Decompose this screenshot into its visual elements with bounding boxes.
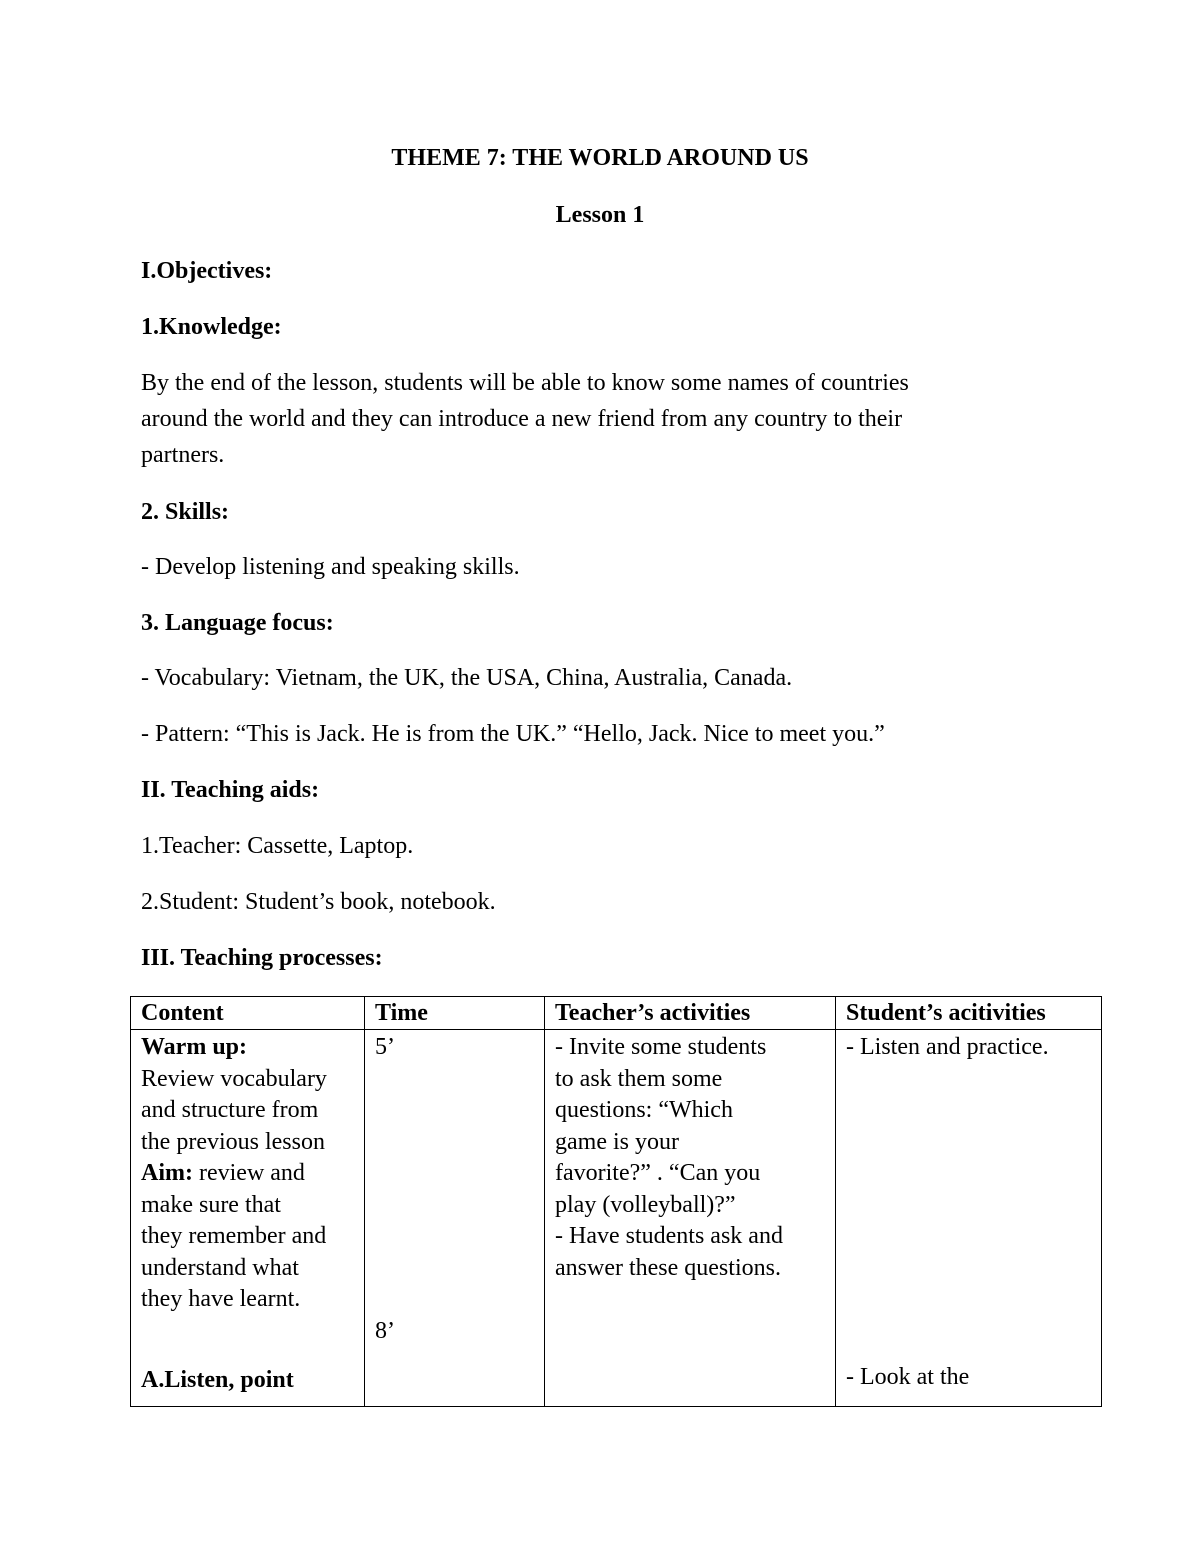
- language-focus-heading: 3. Language focus:: [141, 610, 334, 636]
- table-row: [131, 1030, 1102, 1407]
- objectives-heading: I.Objectives:: [141, 258, 273, 284]
- student-line: - Look at the: [846, 1363, 970, 1390]
- teacher-line: answer these questions.: [555, 1254, 781, 1281]
- table-header-row: [131, 997, 1102, 1030]
- cell-spacer: [846, 1064, 1091, 1362]
- skills-text: - Develop listening and speaking skills.: [141, 554, 520, 580]
- pattern-text: - Pattern: “This is Jack. He is from the UK.” “Hello, Jack. Nice to meet you.”: [141, 721, 885, 747]
- knowledge-heading: 1.Knowledge:: [141, 314, 282, 340]
- aim-line: understand what: [141, 1254, 299, 1281]
- knowledge-line: around the world and they can introduce a new friend from any country to their: [141, 406, 903, 432]
- cell-spacer: [141, 1347, 354, 1365]
- vocabulary-text: - Vocabulary: Vietnam, the UK, the USA, China, Australia, Canada.: [141, 665, 793, 691]
- knowledge-paragraph: [141, 365, 1041, 473]
- teacher-line: favorite?” . “Can you: [555, 1160, 761, 1186]
- aim-text: review and: [192, 1160, 305, 1186]
- teacher-aid: 1.Teacher: Cassette, Laptop.: [141, 833, 414, 859]
- aim-line: [141, 1158, 354, 1190]
- teaching-aids-heading: II. Teaching aids:: [141, 777, 320, 803]
- student-aid: 2.Student: Student’s book, notebook.: [141, 889, 496, 915]
- teaching-processes-heading: III. Teaching processes:: [141, 945, 383, 971]
- teacher-line: - Invite some students: [555, 1034, 767, 1060]
- student-activities-cell: [836, 1030, 1102, 1407]
- cell-spacer: [375, 1064, 534, 1316]
- document-title: THEME 7: THE WORLD AROUND US: [391, 145, 809, 171]
- header-time: Time: [365, 997, 545, 1030]
- time-cell: [365, 1030, 545, 1407]
- teacher-line: game is your: [555, 1128, 679, 1155]
- time-section-a: 8’: [375, 1317, 395, 1344]
- warmup-label: Warm up:: [141, 1034, 248, 1060]
- header-student-activities: Student’s acitivities: [836, 997, 1102, 1030]
- warmup-line: and structure from: [141, 1097, 319, 1123]
- section-a-label: A.Listen, point: [141, 1366, 294, 1393]
- teacher-activities-cell: [545, 1030, 836, 1407]
- warmup-line: the previous lesson: [141, 1128, 325, 1155]
- teaching-process-table: [130, 996, 1102, 1407]
- aim-line: they remember and: [141, 1223, 327, 1249]
- knowledge-line: partners.: [141, 442, 225, 468]
- student-line: - Listen and practice.: [846, 1034, 1049, 1060]
- knowledge-line: By the end of the lesson, students will be able to know some names of countries: [141, 370, 909, 396]
- aim-label: Aim:: [141, 1160, 193, 1186]
- warmup-line: Review vocabulary: [141, 1065, 327, 1092]
- time-warmup: 5’: [375, 1034, 395, 1060]
- header-content: Content: [131, 997, 365, 1030]
- teacher-line: to ask them some: [555, 1065, 723, 1092]
- teacher-line: play (volleyball)?”: [555, 1191, 736, 1218]
- aim-line: they have learnt.: [141, 1286, 301, 1312]
- cell-spacer: [141, 1316, 354, 1347]
- teacher-line: - Have students ask and: [555, 1223, 783, 1249]
- content-cell: [131, 1030, 365, 1407]
- lesson-title: Lesson 1: [555, 202, 645, 228]
- teacher-line: questions: “Which: [555, 1097, 733, 1123]
- skills-heading: 2. Skills:: [141, 499, 230, 525]
- header-teacher-activities: Teacher’s activities: [545, 997, 836, 1030]
- aim-line: make sure that: [141, 1191, 281, 1218]
